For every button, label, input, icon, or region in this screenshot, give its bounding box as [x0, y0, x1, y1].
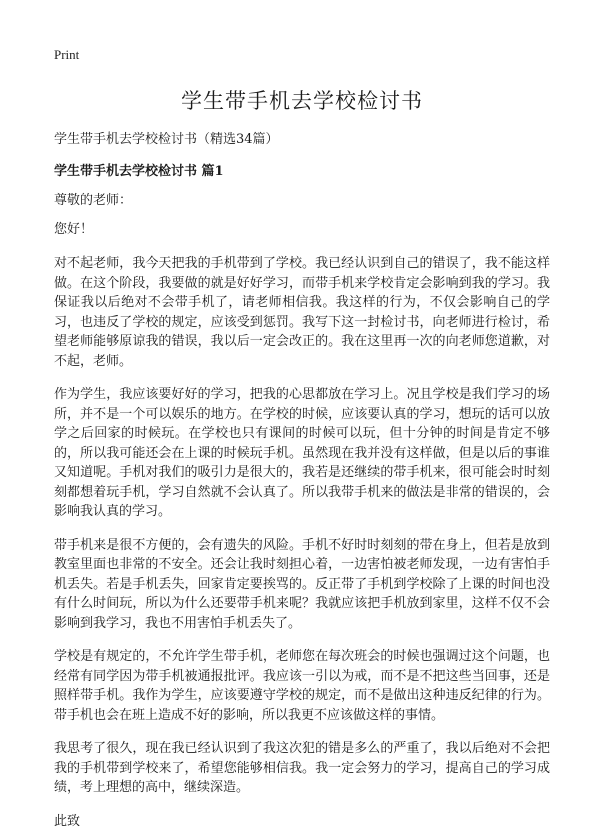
closing-text: 此致	[54, 813, 81, 829]
document-subtitle: 学生带手机去学校检讨书（精选34篇）	[54, 132, 279, 147]
salutation: 尊敬的老师：	[54, 193, 133, 208]
body-paragraph-5: 我思考了很久，现在我已经认识到了我这次犯的错是多么的严重了，我以后绝对不会把我的手机带到学校来了，希望您能够相信我。我一定会努力的学习，提高自己的学习成绩，考上理想的高中，继续深造。	[54, 741, 550, 795]
section-heading: 学生带手机去学校检讨书 篇1	[54, 164, 224, 179]
greeting: 您好！	[54, 222, 94, 237]
body-paragraph-4: 学校是有规定的，不允许学生带手机，老师您在每次班会的时候也强调过这个问题，也经常有同学因为带手机被通报批评。我应该一引以为戒，而不是不把这些当回事，还是照样带手机。我作为学生，应该要遵守学校的规定，而不是做出这种违反纪律的行为。带手机也会在班上造成不好的影响，所以我更不应该做这样的事情。	[54, 649, 550, 723]
body-paragraph-1: 对不起老师，我今天把我的手机带到了学校。我已经认识到自己的错误了，我不能这样做。在这个阶段，我要做的就是好好学习，而带手机来学校肯定会影响到我的学习。我保证我以后绝对不会带手机了，请老师相信我。我这样的行为，不仅会影响自己的学习，也违反了学校的规定，应该受到惩罚。我写下这一封检讨书，向老师进行检讨，希望老师能够原谅我的错误，我以后一定会改正的。我在这里再一次的向老师您道歉，对不起，老师。	[54, 256, 550, 369]
body-paragraph-2: 作为学生，我应该要好好的学习，把我的心思都放在学习上。况且学校是我们学习的场所，并不是一个可以娱乐的地方。在学校的时候，应该要认真的学习，想玩的话可以放学之后回家的时候玩。在学校也只有课间的时候可以玩，但十分钟的时间是肯定不够的，所以我可能还会在上课的时候玩手机。虽然现在我并没有这样做，但是以后的事谁又知道呢。手机对我们的吸引力是很大的，我若是还继续的带手机来，很可能会时时刻刻都想着玩手机，学习自然就不会认真了。所以我带手机来的做法是非常的错误的，会影响我认真的学习。	[54, 387, 550, 519]
body-paragraph-3: 带手机来是很不方便的，会有遗失的风险。手机不好时时刻刻的带在身上，但若是放到教室里面也非常的不安全。还会让我时刻担心着，一边害怕被老师发现，一边有害怕手机丢失。若是手机丢失，回家肯定要挨骂的。反正带了手机到学校除了上课的时间也没有什么时间玩，所以为什么还要带手机来呢？我就应该把手机放到家里，这样不仅不会影响到我学习，我也不用害怕手机丢失了。	[54, 537, 550, 631]
document-title: 学生带手机去学校检讨书	[181, 89, 423, 113]
document-page	[54, 44, 550, 832]
print-link[interactable]: Print	[54, 47, 80, 62]
